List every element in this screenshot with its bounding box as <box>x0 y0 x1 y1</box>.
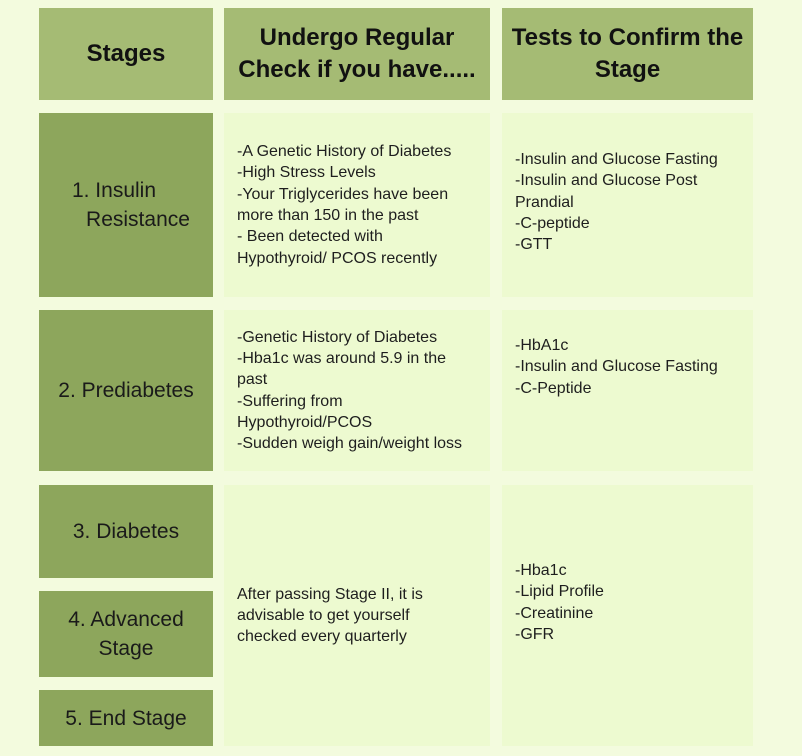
stage-label-line: 5. End Stage <box>65 706 187 730</box>
check-line: Hypothyroid/PCOS <box>237 413 373 431</box>
stage-label-line: 4. Advanced <box>68 608 184 631</box>
test-line: -Insulin and Glucose Fasting <box>515 358 718 376</box>
check-cell-row1 <box>224 113 490 297</box>
header-regular-check-line: Undergo Regular <box>259 24 455 51</box>
header-regular-check <box>224 8 490 100</box>
test-line: -C-Peptide <box>515 379 592 397</box>
stage-prediabetes <box>39 310 213 471</box>
test-line: -HbA1c <box>515 337 569 354</box>
check-line: -Suffering from <box>237 392 343 410</box>
test-line: -Hba1c <box>515 562 567 579</box>
stage-label-line: 3. Diabetes <box>72 520 180 543</box>
test-line: -GTT <box>515 236 553 254</box>
stage-label-line: 2. Prediabetes <box>58 379 194 402</box>
check-line: -Genetic History of Diabetes <box>237 328 438 346</box>
check-line: advisable to get yourself <box>237 606 410 624</box>
stage-end <box>39 690 213 746</box>
tests-cell-row2 <box>502 310 753 471</box>
header-stages-label: Stages <box>86 40 166 67</box>
check-line: -High Stress Levels <box>237 164 376 182</box>
test-line: -Insulin and Glucose Fasting <box>515 151 718 168</box>
check-line: Hypothyroid/ PCOS recently <box>237 249 438 267</box>
check-line: -Sudden weigh gain/weight loss <box>237 435 463 453</box>
check-line: -A Genetic History of Diabetes <box>237 143 452 161</box>
tests-cell-row1 <box>502 113 753 297</box>
tests-cell-late-stages <box>502 485 753 746</box>
check-cell-late-stages <box>224 485 490 746</box>
header-tests-line: Stage <box>594 56 661 83</box>
header-tests-line: Tests to Confirm the <box>511 24 744 51</box>
stage-insulin-resistance <box>39 113 213 297</box>
check-line: more than 150 in the past <box>237 207 419 224</box>
header-regular-check-line: Check if you have..... <box>238 56 476 83</box>
stage-label-line: Resistance <box>86 208 190 231</box>
test-line: -Insulin and Glucose Post <box>515 172 698 190</box>
check-line: - Been detected with <box>237 228 383 246</box>
check-line: After passing Stage II, it is <box>237 585 423 603</box>
check-line: -Your Triglycerides have been <box>237 185 449 203</box>
check-line: checked every quarterly <box>237 628 407 646</box>
test-line: -Lipid Profile <box>515 583 604 601</box>
test-line: Prandial <box>515 193 574 211</box>
test-line: -GFR <box>515 625 555 643</box>
stage-advanced <box>39 591 213 677</box>
stage-label-line: 1. Insulin <box>71 179 157 202</box>
test-line: -Creatinine <box>515 604 594 622</box>
header-tests <box>502 8 753 100</box>
check-line: past <box>237 371 268 389</box>
check-line: -Hba1c was around 5.9 in the <box>237 349 447 367</box>
stage-label-line: Stage <box>98 637 154 660</box>
test-line: -C-peptide <box>515 214 590 232</box>
check-cell-row2 <box>224 310 490 471</box>
stage-diabetes <box>39 485 213 578</box>
header-stages <box>39 8 213 100</box>
